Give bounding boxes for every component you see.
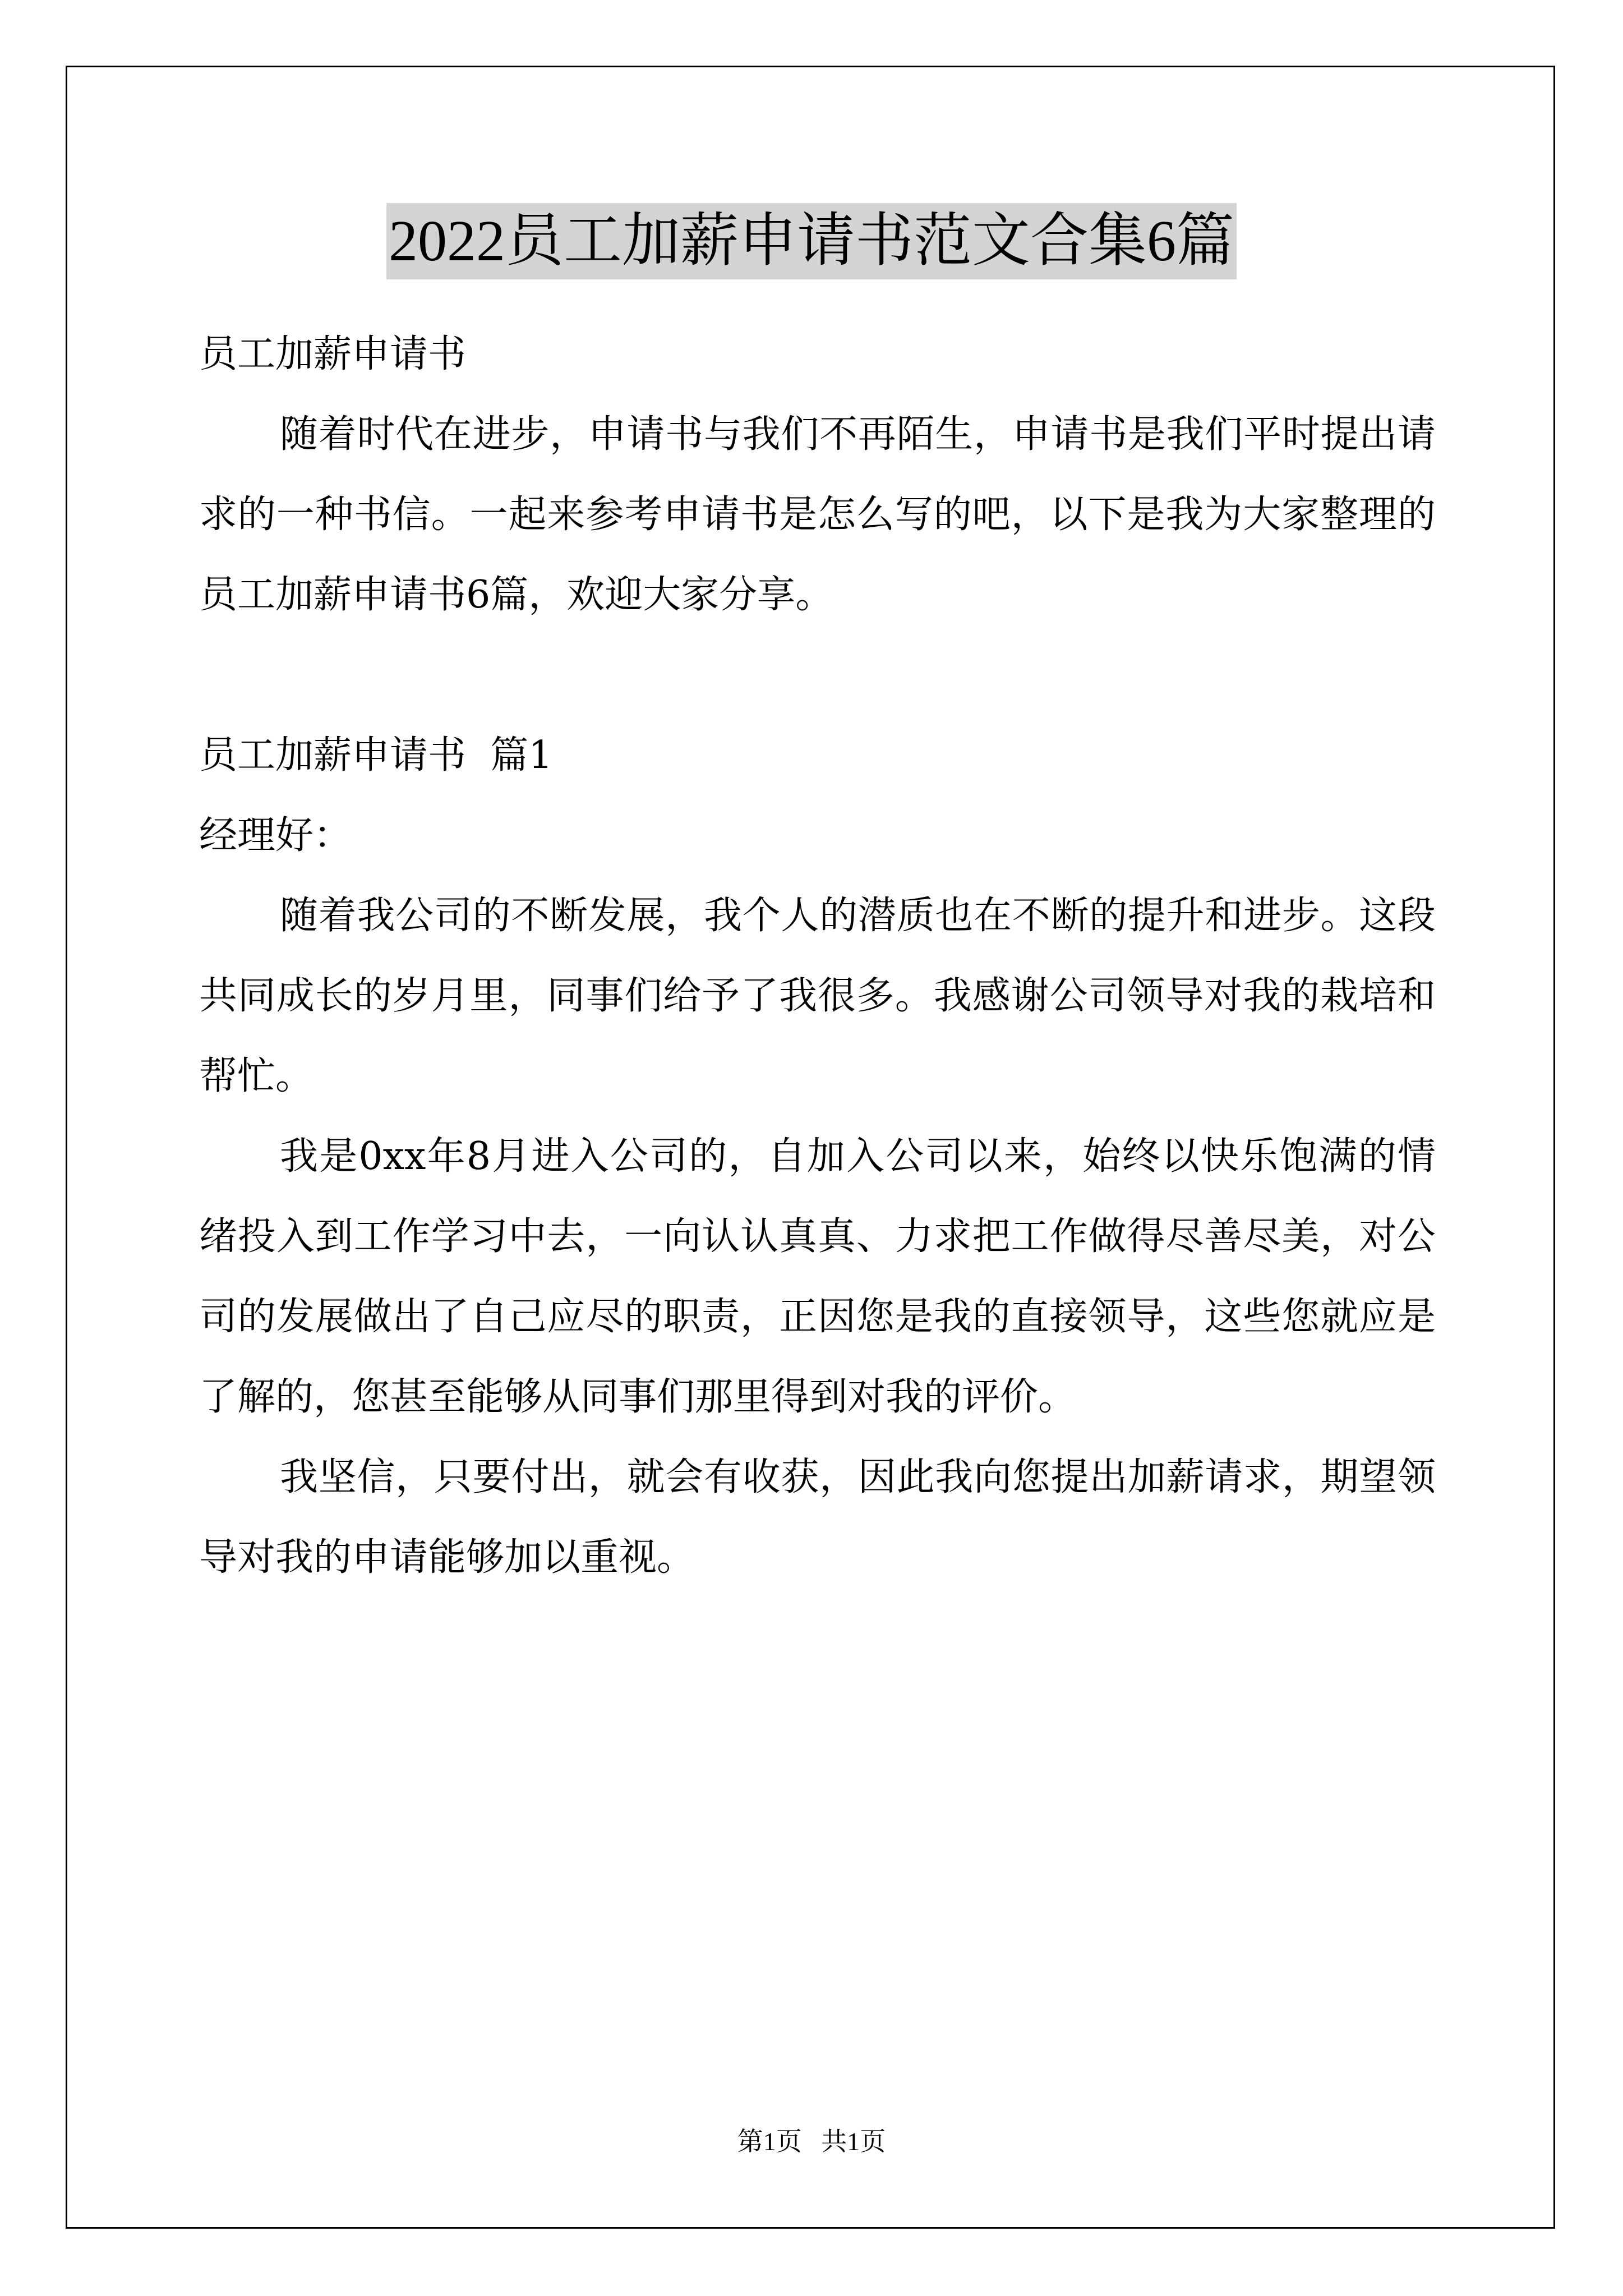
section-spacer bbox=[199, 635, 1436, 715]
body-paragraph: 我是0xx年8月进入公司的，自加入公司以来，始终以快乐饱满的情绪投入到工作学习中去，一向认认真真、力求把工作做得尽善尽美，对公司的发展做出了自己应尽的职责，正因您是我的直接领导，这些您就应是了解的，您甚至能够从同事们那里得到对我的评价。 bbox=[199, 1134, 1436, 1419]
section-heading: 员工加薪申请书 篇1 bbox=[199, 733, 553, 777]
page-footer: 第1页 共1页 bbox=[737, 2127, 886, 2156]
document-title: 2022员工加薪申请书范文合集6篇 bbox=[386, 203, 1237, 279]
body-paragraph: 随着我公司的不断发展，我个人的潜质也在不断的提升和进步。这段共同成长的岁月里，同事们给予了我很多。我感谢公司领导对我的栽培和帮忙。 bbox=[199, 894, 1436, 1098]
body-paragraph: 我坚信，只要付出，就会有收获，因此我向您提出加薪请求，期望领导对我的申请能够加以重视。 bbox=[199, 1455, 1436, 1580]
document-body bbox=[199, 314, 1436, 1598]
document-heading: 员工加薪申请书 bbox=[199, 332, 467, 376]
intro-paragraph: 随着时代在进步，申请书与我们不再陌生，申请书是我们平时提出请求的一种书信。一起来参考申请书是怎么写的吧，以下是我为大家整理的员工加薪申请书6篇，欢迎大家分享。 bbox=[199, 412, 1436, 617]
title-container bbox=[0, 203, 1623, 279]
salutation: 经理好： bbox=[199, 813, 352, 858]
